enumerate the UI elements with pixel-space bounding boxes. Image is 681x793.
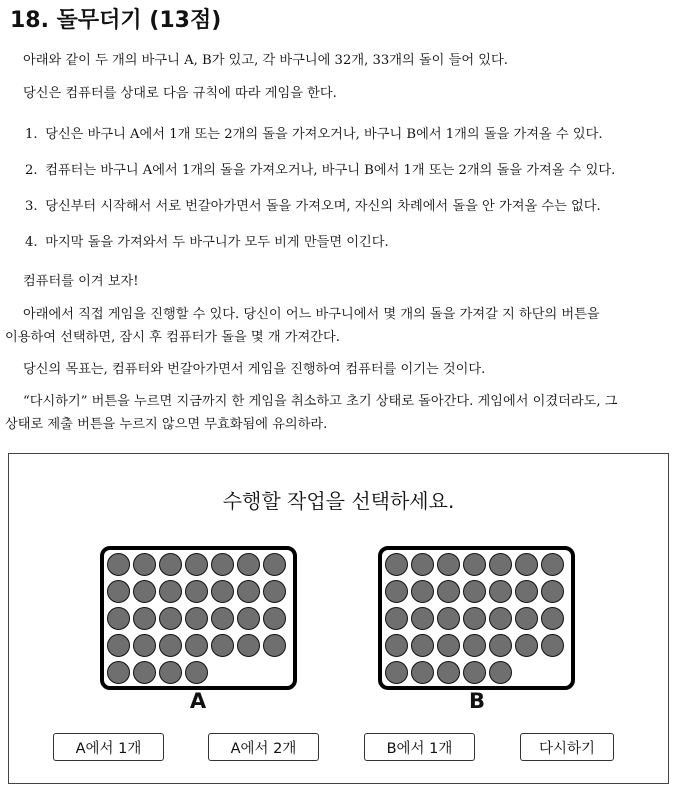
stone — [185, 607, 208, 630]
rule-text: 당신은 바구니 A에서 1개 또는 2개의 돌을 가져오거나, 바구니 B에서 1개의 돌을 가져올 수 있다. — [45, 127, 603, 142]
stone — [107, 553, 130, 576]
stone — [211, 553, 234, 576]
rule-number: 2. — [25, 163, 38, 178]
stone — [463, 661, 486, 684]
rule-number: 1. — [25, 127, 38, 142]
stone — [437, 607, 460, 630]
stone — [107, 580, 130, 603]
stone — [385, 634, 408, 657]
stone — [515, 634, 538, 657]
stone — [515, 580, 538, 603]
stone — [411, 553, 434, 576]
stone — [185, 634, 208, 657]
stone — [133, 634, 156, 657]
stone — [107, 607, 130, 630]
stone — [133, 607, 156, 630]
stone — [489, 607, 512, 630]
rule-item — [25, 196, 601, 218]
stone — [133, 553, 156, 576]
intro-line-1: 아래와 같이 두 개의 바구니 A, B가 있고, 각 바구니에 32개, 33개의 돌이 들어 있다. — [23, 53, 508, 68]
take-b-1-button[interactable]: B에서 1개 — [364, 733, 475, 761]
rule-item — [25, 124, 603, 146]
stone — [411, 580, 434, 603]
rule-item — [25, 160, 615, 182]
rule-text: 컴퓨터는 바구니 A에서 1개의 돌을 가져오거나, 바구니 B에서 1개 또는 2개의 돌을 가져올 수 있다. — [45, 163, 616, 178]
stone — [541, 634, 564, 657]
problem-title: 18. 돌무더기 (13점) — [10, 8, 222, 33]
stone — [437, 661, 460, 684]
stone — [411, 607, 434, 630]
stone — [211, 634, 234, 657]
stone — [411, 634, 434, 657]
stone — [211, 580, 234, 603]
stone — [463, 580, 486, 603]
stone — [385, 553, 408, 576]
basket-b-label: B — [468, 689, 485, 713]
basket-b[interactable] — [378, 546, 575, 690]
challenge-text: 컴퓨터를 이겨 보자! — [23, 274, 139, 289]
stone — [133, 580, 156, 603]
stone — [133, 661, 156, 684]
stone — [159, 607, 182, 630]
stone — [463, 553, 486, 576]
game-panel — [8, 453, 669, 784]
rule-item — [25, 232, 389, 254]
instruction-line-4: “다시하기” 버튼을 누르면 지금까지 한 게임을 취소하고 초기 상태로 돌아간다. 게임에서 이겼더라도, 그 — [23, 394, 618, 409]
stone — [489, 661, 512, 684]
stone — [263, 607, 286, 630]
basket-a-stones — [107, 553, 286, 688]
rule-number: 4. — [25, 235, 38, 250]
take-a-1-button[interactable]: A에서 1개 — [53, 733, 164, 761]
instruction-line-2: 이용하여 선택하면, 잠시 후 컴퓨터가 돌을 몇 개 가져간다. — [5, 330, 340, 345]
stone — [385, 607, 408, 630]
stone — [541, 553, 564, 576]
stone — [185, 553, 208, 576]
stone — [263, 634, 286, 657]
stone — [385, 580, 408, 603]
instruction-line-3: 당신의 목표는, 컴퓨터와 번갈아가면서 게임을 진행하여 컴퓨터를 이기는 것이다. — [23, 362, 486, 377]
stone — [437, 553, 460, 576]
stone — [489, 580, 512, 603]
reset-button[interactable]: 다시하기 — [520, 733, 614, 761]
stone — [159, 553, 182, 576]
stone — [515, 607, 538, 630]
rule-number: 3. — [25, 199, 38, 214]
stone — [159, 580, 182, 603]
stone — [411, 661, 434, 684]
stone — [437, 634, 460, 657]
take-a-2-button[interactable]: A에서 2개 — [208, 733, 319, 761]
stone — [541, 580, 564, 603]
game-prompt: 수행할 작업을 선택하세요. — [222, 489, 455, 513]
instruction-line-5: 상태로 제출 버튼을 누르지 않으면 무효화됨에 유의하라. — [5, 417, 328, 432]
stone — [185, 580, 208, 603]
stone — [437, 580, 460, 603]
basket-a-label: A — [189, 689, 207, 713]
stone — [237, 634, 260, 657]
rule-text: 마지막 돌을 가져와서 두 바구니가 모두 비게 만들면 이긴다. — [45, 235, 389, 250]
stone — [263, 553, 286, 576]
stone — [237, 607, 260, 630]
stone — [515, 553, 538, 576]
stone — [463, 634, 486, 657]
rule-text: 당신부터 시작해서 서로 번갈아가면서 돌을 가져오며, 자신의 차례에서 돌을 안 가져올 수는 없다. — [45, 199, 601, 214]
stone — [463, 607, 486, 630]
stone — [541, 607, 564, 630]
basket-a[interactable] — [100, 546, 297, 690]
stone — [489, 553, 512, 576]
stone — [159, 634, 182, 657]
stone — [185, 661, 208, 684]
stone — [385, 661, 408, 684]
basket-b-stones — [385, 553, 564, 688]
stone — [107, 661, 130, 684]
instruction-line-1: 아래에서 직접 게임을 진행할 수 있다. 당신이 어느 바구니에서 몇 개의 돌을 가져갈 지 하단의 버튼을 — [23, 307, 600, 322]
stone — [211, 607, 234, 630]
stone — [237, 580, 260, 603]
intro-line-2: 당신은 컴퓨터를 상대로 다음 규칙에 따라 게임을 한다. — [23, 86, 337, 101]
stone — [107, 634, 130, 657]
stone — [489, 634, 512, 657]
stone — [237, 553, 260, 576]
stone — [159, 661, 182, 684]
stone — [263, 580, 286, 603]
